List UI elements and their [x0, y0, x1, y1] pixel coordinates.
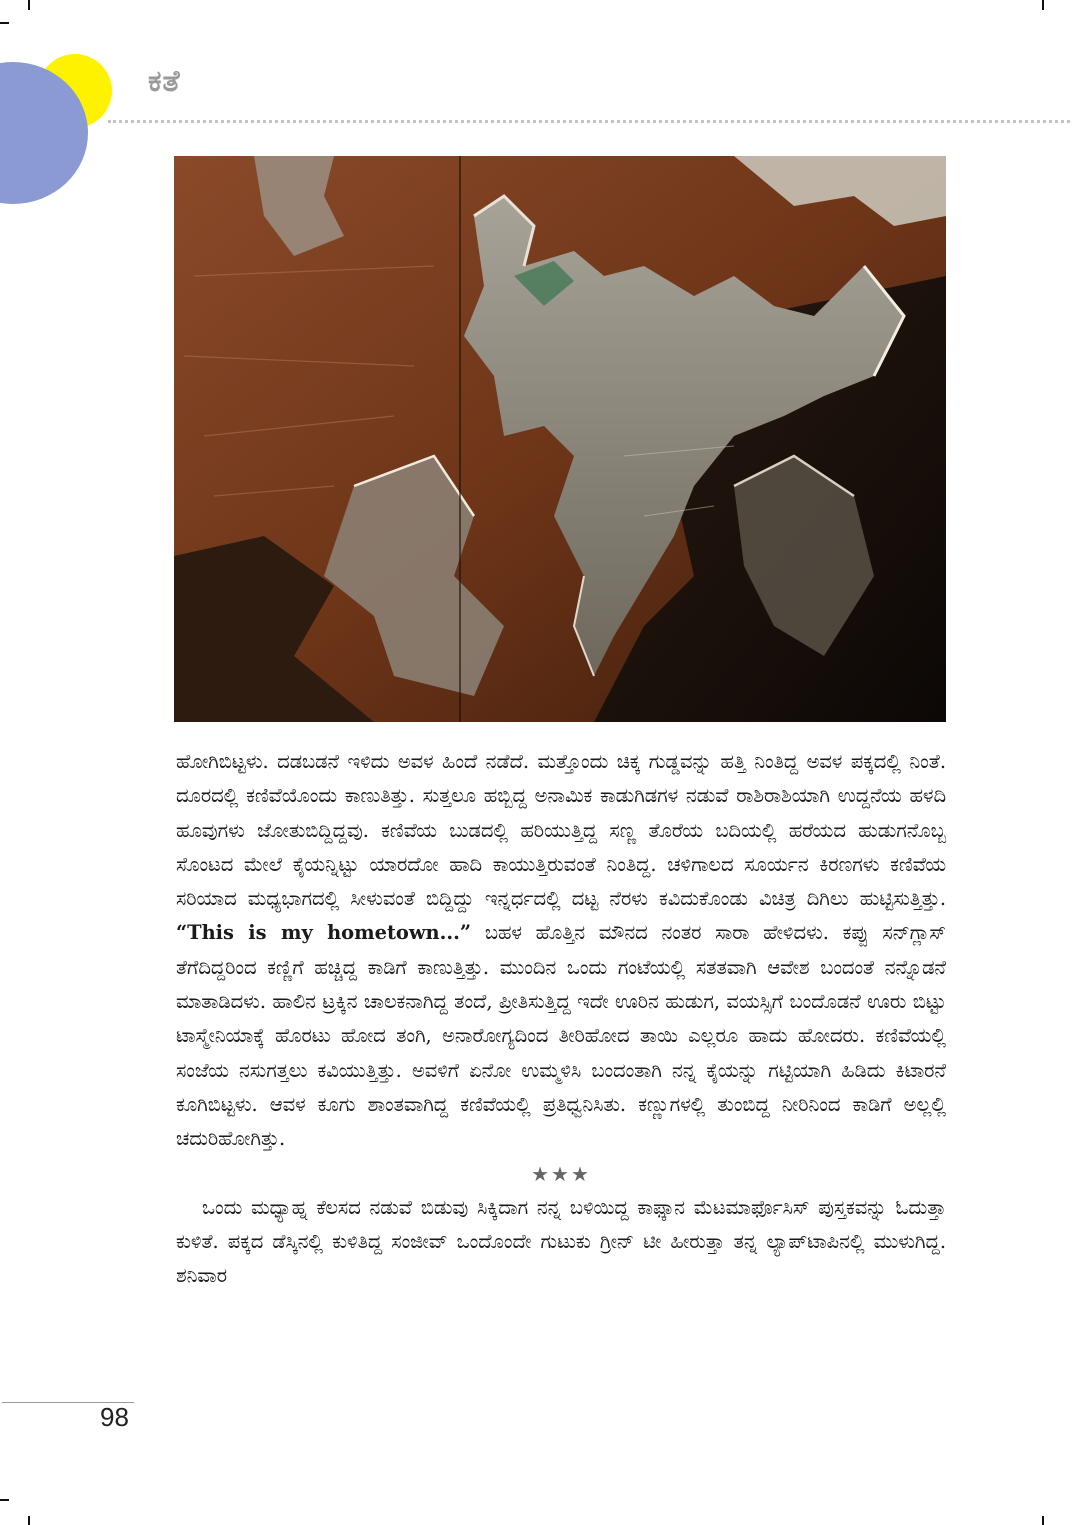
- page-number: 98: [100, 1402, 129, 1432]
- story-illustration-photo: [174, 156, 946, 722]
- crop-mark-left-bottom: [0, 1499, 9, 1501]
- story-paragraph-2: ಒಂದು ಮಧ್ಯಾಹ್ನ ಕೆಲಸದ ನಡುವೆ ಬಿಡುವು ಸಿಕ್ಕಿದಾಗ ನನ್ನ ಬಳಿಯಿದ್ದ ಕಾಫ್ಕಾನ ಮೆಟಮಾರ್ಫೊಸಿಸ್ ಪುಸ್ತಕವನ್ನು ಓದುತ್ತಾ ಕುಳಿತೆ. ಪಕ್ಕದ ಡೆಸ್ಕಿನಲ್ಲಿ ಕುಳಿತಿದ್ದ ಸಂಜೀವ್ ಒಂದೊಂದೇ ಗುಟುಕು ಗ್ರೀನ್ ಟೀ ಹೀರುತ್ತಾ ತನ್ನ ಲ್ಯಾಪ್‌ಟಾಪಿನಲ್ಲಿ ಮುಳುಗಿದ್ದ. ಶನಿವಾರ: [176, 1195, 946, 1288]
- crop-mark-top-left: [28, 0, 30, 10]
- paragraph-text-b: ಬಹಳ ಹೊತ್ತಿನ ಮೌನದ ನಂತರ ಸಾರಾ ಹೇಳಿದಳು. ಕಪ್ಪು ಸನ್‌ಗ್ಲಾಸ್ ತೆಗೆದಿದ್ದರಿಂದ ಕಣ್ಣಿಗೆ ಹಚ್ಚಿದ್ದ ಕಾಡಿಗೆ ಕಾಣುತ್ತಿತ್ತು. ಮುಂದಿನ ಒಂದು ಗಂಟೆಯಲ್ಲಿ ಸತತವಾಗಿ ಆವೇಶ ಬಂದಂತೆ ನನ್ನೊಡನೆ ಮಾತಾಡಿದಳು. ಹಾಲಿನ ಟ್ರಕ್ಕಿನ ಚಾಲಕನಾಗಿದ್ದ ತಂದೆ, ಪ್ರೀತಿಸುತ್ತಿದ್ದ ಇದೇ ಊರಿನ ಹುಡುಗ, ವಯಸ್ಸಿಗೆ ಬಂದೊಡನೆ ಊರು ಬಿಟ್ಟು ಟಾಸ್ಮೇನಿಯಾಕ್ಕೆ ಹೊರಟು ಹೋದ ತಂಗಿ, ಅನಾರೋಗ್ಯದಿಂದ ತೀರಿಹೋದ ತಾಯಿ ಎಲ್ಲರೂ ಹಾದು ಹೋದರು. ಕಣಿವೆಯಲ್ಲಿ ಸಂಜೆಯ ನಸುಗತ್ತಲು ಕವಿಯುತ್ತಿತ್ತು. ಅವಳಿಗೆ ಏನೋ ಉಮ್ಮಳಿಸಿ ಬಂದಂತಾಗಿ ನನ್ನ ಕೈಯನ್ನು ಗಟ್ಟಿಯಾಗಿ ಹಿಡಿದು ಕಿಟಾರನೆ ಕೂಗಿಬಿಟ್ಟಳು. ಆವಳ ಕೂಗು ಶಾಂತವಾಗಿದ್ದ ಕಣಿವೆಯಲ್ಲಿ ಪ್ರತಿಧ್ವನಿಸಿತು. ಕಣ್ಣುಗಳಲ್ಲಿ ತುಂಬಿದ್ದ ನೀರಿನಿಂದ ಕಾಡಿಗೆ ಅಲ್ಲಲ್ಲಿ ಚದುರಿಹೋಗಿತ್ತು.: [176, 921, 946, 1151]
- crop-mark-top-right: [1042, 0, 1044, 10]
- crop-mark-left-top: [0, 22, 9, 24]
- story-text: [176, 745, 946, 1293]
- section-separator: ★★★: [531, 1161, 591, 1186]
- english-quote: “This is my hometown...”: [176, 921, 472, 945]
- crop-mark-bottom-left: [28, 1516, 30, 1525]
- section-label: ಕತೆ: [148, 64, 181, 99]
- dotted-header-rule: [108, 120, 1070, 123]
- torn-poster-photo-icon: [174, 156, 946, 722]
- story-paragraph: [176, 745, 946, 1157]
- crop-mark-bottom-right: [1042, 1516, 1044, 1525]
- paragraph-text-a: ಹೋಗಿಬಿಟ್ಟಳು. ದಡಬಡನೆ ಇಳಿದು ಅವಳ ಹಿಂದೆ ನಡೆದೆ. ಮತ್ತೊಂದು ಚಿಕ್ಕ ಗುಡ್ಡವನ್ನು ಹತ್ತಿ ನಿಂತಿದ್ದ ಅವಳ ಪಕ್ಕದಲ್ಲಿ ನಿಂತೆ. ದೂರದಲ್ಲಿ ಕಣಿವೆಯೊಂದು ಕಾಣುತಿತ್ತು. ಸುತ್ತಲೂ ಹಬ್ಬಿದ್ದ ಅನಾಮಿಕ ಕಾಡುಗಿಡಗಳ ನಡುವೆ ರಾಶಿರಾಶಿಯಾಗಿ ಉದ್ದನೆಯ ಹಳದಿ ಹೂವುಗಳು ಜೋತುಬಿದ್ದಿದ್ದವು. ಕಣಿವೆಯ ಬುಡದಲ್ಲಿ ಹರಿಯುತ್ತಿದ್ದ ಸಣ್ಣ ತೊರೆಯ ಬದಿಯಲ್ಲಿ ಹರೆಯದ ಹುಡುಗನೊಬ್ಬ ಸೊಂಟದ ಮೇಲೆ ಕೈಯನ್ನಿಟ್ಟು ಯಾರದೋ ಹಾದಿ ಕಾಯುತ್ತಿರುವಂತೆ ನಿಂತಿದ್ದ. ಚಳಿಗಾಲದ ಸೂರ್ಯನ ಕಿರಣಗಳು ಕಣಿವೆಯ ಸರಿಯಾದ ಮಧ್ಯಭಾಗದಲ್ಲಿ ಸೀಳುವಂತೆ ಬಿದ್ದಿದ್ದು ಇನ್ನರ್ಧದಲ್ಲಿ ದಟ್ಟ ನೆರಳು ಕವಿದುಕೊಂಡು ವಿಚಿತ್ರ ದಿಗಿಲು ಹುಟ್ಟಿಸುತ್ತಿತ್ತು.: [176, 750, 946, 911]
